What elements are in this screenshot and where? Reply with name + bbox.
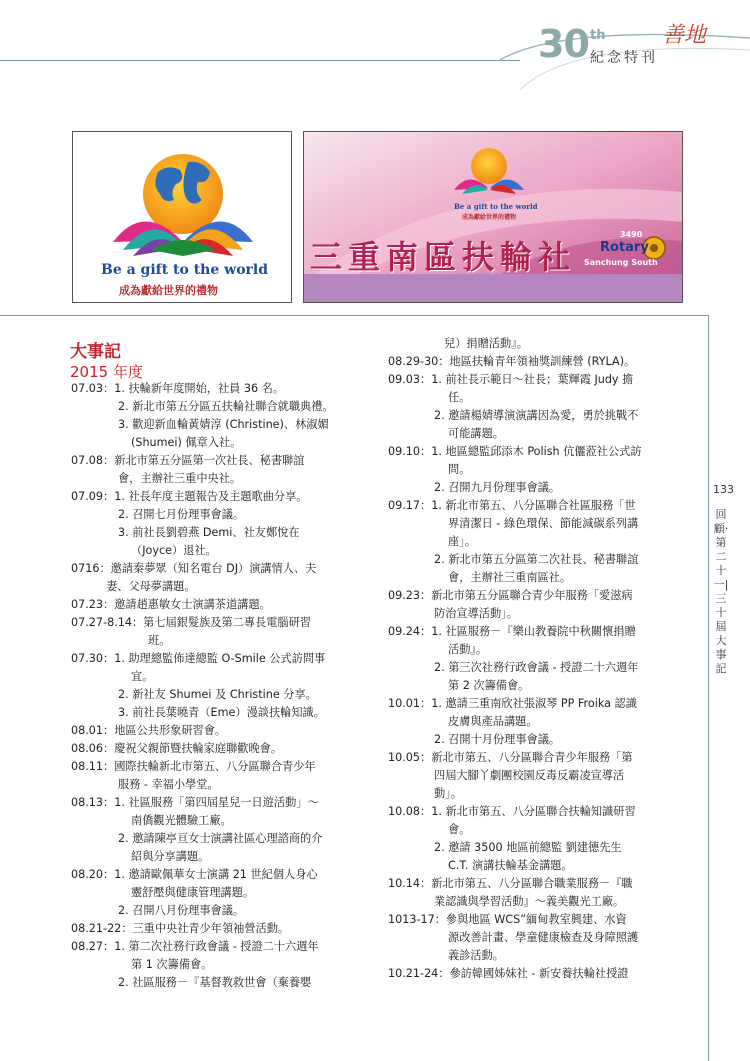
event-line: 2. 邀請楊婧導演演講因為愛，勇於挑戰不 [434,409,639,422]
event-line: 08.29-30：地區扶輪青年領袖獎訓練營 (RYLA)。 [388,355,636,368]
event-line: 09.24：1. 社區服務－『樂山教養院中秋關懷捐贈 [388,625,636,638]
event-line: 會，主辦社三重南區社。 [448,571,572,584]
event-line: 會。 [448,823,471,836]
event-line: 南僑觀光體驗工廠。 [131,814,232,827]
header-rule [0,60,520,61]
event-line: 座」。 [448,535,476,548]
calligraphy-logo: 善地 [662,23,707,48]
event-line: 10.21-24：參訪韓國姊妹社 - 新安養扶輪社授證 [388,967,629,980]
banner-rotary: Rotary [600,240,649,255]
event-line: 3. 前社長葉曉青（Eme）漫談扶輪知識。 [118,706,325,719]
year-heading: 2015 年度 [70,363,143,381]
event-line: 防治宣導活動」。 [434,607,518,620]
sidebar-title: 回顧‧第二十一|三十屆大事記 [713,508,729,675]
event-line: 2. 新北市第五分區第二次社長、秘書聯誼 [434,553,639,566]
event-line: 2. 召開十月份理事會議。 [434,733,561,746]
event-line: 07.23：邀請趙惠敏女士演講茶道講題。 [71,598,271,611]
event-line: 10.08：1. 新北市第五、八分區聯合扶輪知識研習 [388,805,636,818]
event-line: 08.27：1. 第二次社務行政會議 - 授證二十六週年 [71,940,319,953]
event-line: 班。 [148,634,171,647]
event-line: 2. 邀請陳亭亘女士演講社區心理諮商的介 [118,832,323,845]
event-line: 活動』。 [448,643,488,656]
banner-district: 3490 [620,230,643,239]
event-line: 10.05：新北市第五、八分區聯合青少年服務「第 [388,751,633,764]
event-line: 會，主辦社三重中央社。 [118,472,242,485]
anniversary-number: 30 [538,22,589,66]
event-line: 業認識與學習活動』～義美觀光工廠。 [434,895,625,908]
event-line: 07.08：新北市第五分區第一次社長、秘書聯誼 [71,454,305,467]
banner-slogan-zh: 成為獻給世界的禮物 [462,214,517,221]
event-line: 妻、父母夢講題。 [106,580,196,593]
event-line: 2. 新社友 Shumei 及 Christine 分享。 [118,688,317,701]
banner-club-en: Sanchung South [584,258,658,267]
event-line: C.T. 演講扶輪基金講題。 [448,859,573,872]
event-line: 2. 新北市第五分區五扶輪社聯合就職典禮。 [118,400,334,413]
event-line: （Joyce）退社。 [131,544,217,557]
event-line: 0716：邀請秦夢眾（知名電台 DJ）演講情人、夫 [71,562,317,575]
event-line: 08.01：地區公共形象研習會。 [71,724,227,737]
event-line: 3. 前社長劉碧燕 Demi、社友鄭悅在 [118,526,300,539]
banner-slogan-en: Be a gift to the world [454,202,538,211]
special-issue-label: 紀念特刊 [590,50,658,66]
event-line: 靈舒壓與健康管理講題。 [131,886,255,899]
event-line: 紹與分享講題。 [131,850,210,863]
event-line: 07.27-8.14：第七屆銀髮族及第二專長電腦研習 [71,616,311,629]
logo-slogan-en: Be a gift to the world [101,262,269,278]
event-line: 08.06：慶祝父親節暨扶輪家庭聯歡晚會。 [71,742,283,755]
event-line: 動」。 [434,787,462,800]
event-line: 2. 第三次社務行政會議 - 授證二十六週年 [434,661,639,674]
event-line: 問。 [448,463,471,476]
logo-slogan-zh: 成為獻給世界的禮物 [119,284,218,297]
event-line: 兒）捐贈活動』。 [444,337,528,350]
event-line: 08.11：國際扶輪新北市第五、八分區聯合青少年 [71,760,316,773]
event-line: 第 1 次籌備會。 [131,958,213,971]
event-line: 07.09：1. 社長年度主題報告及主題歌曲分享。 [71,490,308,503]
event-line: 08.20：1. 邀請歐佩華女士演講 21 世紀個人身心 [71,868,318,881]
banner-club-name: 三重南區扶輪社 [310,238,577,276]
event-line: 07.03：1. 扶輪新年度開始，社員 36 名。 [71,382,285,395]
event-line: 源改善計畫、學童健康檢查及身障照護 [448,931,639,944]
event-line: 2. 召開八月份理事會議。 [118,904,245,917]
event-line: 皮膚與產品講題。 [448,715,538,728]
event-line: 2. 召開九月份理事會議。 [434,481,561,494]
event-line: 09.17：1. 新北市第五、八分區聯合社區服務「世 [388,499,636,512]
event-line: 2. 社區服務－『基督教救世會（棄養嬰 [118,976,312,989]
event-line: 10.01：1. 邀請三重南欣社張淑琴 PP Froika 認識 [388,697,637,710]
event-line: 07.30：1. 助理總監佈達總監 O-Smile 公式訪問事 [71,652,326,665]
event-line: 可能講題。 [448,427,504,440]
event-line: 2. 召開七月份理事會議。 [118,508,245,521]
event-line: 宜。 [131,670,154,683]
event-line: 第 2 次籌備會。 [448,679,530,692]
event-line: 09.23：新北市第五分區聯合青少年服務「愛滋病 [388,589,633,602]
event-line: 09.03：1. 前社長示範日～社長；葉輝霞 Judy 擔 [388,373,634,386]
event-line: 義診活動。 [448,949,504,962]
section-title: 大事記 [70,342,121,362]
event-line: 10.14：新北市第五、八分區聯合職業服務－『職 [388,877,633,890]
section-divider [0,315,708,316]
event-line: 09.10：1. 地區總監邱添木 Polish 伉儷蒞社公式訪 [388,445,642,458]
page-number: 133 [713,483,734,496]
event-line: 界清潔日 - 綠色環保、節能減碳系列講 [448,517,639,530]
event-line: 1013-17：參與地區 WCS”緬甸教室興建、水資 [388,913,627,926]
club-banner-image [303,131,683,303]
event-line: (Shumei) 佩章入社。 [131,436,242,449]
event-line: 任。 [448,391,471,404]
event-line: 08.13：1. 社區服務「第四屆星兒一日遊活動」～ [71,796,319,809]
globe-book-logo [73,132,293,304]
event-line: 四屆大腳丫劇團校園反毒反霸凌宣導活 [434,769,625,782]
event-line: 2. 邀請 3500 地區前總監 劉建德先生 [434,841,622,854]
sidebar-divider [708,315,709,1061]
event-line: 08.21-22：三重中央社青少年領袖營活動。 [71,922,290,935]
event-line: 3. 歡迎新血輪黃婧淳 (Christine)、林淑媚 [118,418,329,431]
event-line: 服務 - 幸福小學堂。 [118,778,219,791]
theme-logo-image [72,131,292,303]
anniversary-suffix: th [590,28,606,43]
